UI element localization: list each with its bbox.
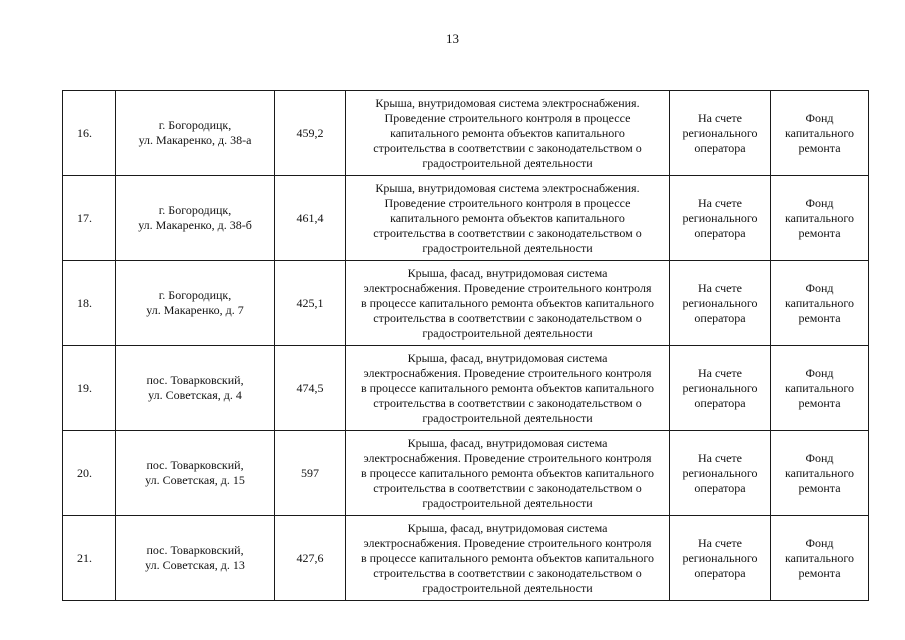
fund-cell bbox=[771, 91, 869, 176]
address-cell bbox=[116, 516, 275, 601]
account-cell bbox=[670, 431, 771, 516]
page-number: 13 bbox=[446, 31, 459, 46]
fund-line: капитального bbox=[785, 295, 854, 310]
fund-cell bbox=[771, 431, 869, 516]
fund-line: Фонд bbox=[805, 535, 834, 550]
fund-line: ремонта bbox=[798, 480, 841, 495]
works-line: Крыша, фасад, внутридомовая система bbox=[407, 520, 608, 535]
works-line: градостроительной деятельности bbox=[422, 410, 593, 425]
works-line: капитального ремонта объектов капитального bbox=[390, 210, 625, 225]
works-line: в процессе капитального ремонта объектов капитального bbox=[360, 380, 655, 395]
works-line: Крыша, фасад, внутридомовая система bbox=[407, 435, 608, 450]
fund-cell bbox=[771, 176, 869, 261]
account-line: регионального bbox=[682, 125, 758, 140]
address-line: пос. Товарковский, bbox=[146, 458, 244, 472]
fund-line: капитального bbox=[785, 550, 854, 565]
table-row bbox=[63, 261, 869, 346]
works-cell bbox=[346, 346, 670, 431]
account-line: регионального bbox=[682, 380, 758, 395]
area-cell: 459,2 bbox=[275, 91, 346, 176]
fund-line: Фонд bbox=[805, 195, 834, 210]
account-line: оператора bbox=[694, 395, 746, 410]
works-line: строительства в соответствии с законодательством о bbox=[373, 395, 642, 410]
fund-line: Фонд bbox=[805, 365, 834, 380]
address-cell bbox=[116, 261, 275, 346]
account-line: оператора bbox=[694, 480, 746, 495]
fund-cell bbox=[771, 516, 869, 601]
address-line: г. Богородицк, bbox=[158, 118, 232, 132]
area-cell: 474,5 bbox=[275, 346, 346, 431]
address-line: ул. Макаренко, д. 38-а bbox=[138, 133, 252, 147]
table-row bbox=[63, 346, 869, 431]
address-line: ул. Советская, д. 13 bbox=[145, 558, 245, 572]
account-line: На счете bbox=[697, 450, 742, 465]
account-line: регионального bbox=[682, 550, 758, 565]
account-cell bbox=[670, 346, 771, 431]
fund-line: Фонд bbox=[805, 450, 834, 465]
area-cell: 425,1 bbox=[275, 261, 346, 346]
row-number: 21. bbox=[63, 516, 116, 601]
works-line: градостроительной деятельности bbox=[422, 240, 593, 255]
account-line: регионального bbox=[682, 295, 758, 310]
address-cell bbox=[116, 91, 275, 176]
account-line: регионального bbox=[682, 210, 758, 225]
fund-line: капитального bbox=[785, 125, 854, 140]
address-cell bbox=[116, 431, 275, 516]
account-cell bbox=[670, 91, 771, 176]
works-line: градостроительной деятельности bbox=[422, 155, 593, 170]
works-line: Крыша, внутридомовая система электроснабжения. bbox=[375, 95, 640, 110]
fund-line: капитального bbox=[785, 380, 854, 395]
account-line: На счете bbox=[697, 280, 742, 295]
fund-line: Фонд bbox=[805, 280, 834, 295]
area-cell: 427,6 bbox=[275, 516, 346, 601]
account-line: оператора bbox=[694, 310, 746, 325]
table-row bbox=[63, 431, 869, 516]
account-line: оператора bbox=[694, 140, 746, 155]
works-cell bbox=[346, 91, 670, 176]
address-line: пос. Товарковский, bbox=[146, 543, 244, 557]
works-line: строительства в соответствии с законодательством о bbox=[373, 480, 642, 495]
works-line: Крыша, фасад, внутридомовая система bbox=[407, 350, 608, 365]
fund-cell bbox=[771, 261, 869, 346]
row-number: 16. bbox=[63, 91, 116, 176]
works-line: строительства в соответствии с законодательством о bbox=[373, 310, 642, 325]
account-line: регионального bbox=[682, 465, 758, 480]
area-cell: 461,4 bbox=[275, 176, 346, 261]
works-line: электроснабжения. Проведение строительного контроля bbox=[363, 280, 652, 295]
works-line: Проведение строительного контроля в процессе bbox=[384, 195, 631, 210]
works-line: в процессе капитального ремонта объектов капитального bbox=[360, 465, 655, 480]
fund-line: ремонта bbox=[798, 395, 841, 410]
fund-line: ремонта bbox=[798, 225, 841, 240]
address-line: г. Богородицк, bbox=[158, 288, 232, 302]
table-row bbox=[63, 516, 869, 601]
account-line: На счете bbox=[697, 365, 742, 380]
works-line: электроснабжения. Проведение строительного контроля bbox=[363, 535, 652, 550]
works-line: градостроительной деятельности bbox=[422, 325, 593, 340]
works-line: строительства в соответствии с законодательством о bbox=[373, 140, 642, 155]
works-line: электроснабжения. Проведение строительного контроля bbox=[363, 365, 652, 380]
address-line: ул. Советская, д. 15 bbox=[145, 473, 245, 487]
address-line: ул. Макаренко, д. 38-б bbox=[138, 218, 252, 232]
fund-line: ремонта bbox=[798, 310, 841, 325]
address-cell bbox=[116, 346, 275, 431]
fund-line: капитального bbox=[785, 210, 854, 225]
works-line: электроснабжения. Проведение строительного контроля bbox=[363, 450, 652, 465]
address-line: ул. Советская, д. 4 bbox=[148, 388, 242, 402]
fund-line: ремонта bbox=[798, 565, 841, 580]
account-cell bbox=[670, 176, 771, 261]
address-line: ул. Макаренко, д. 7 bbox=[146, 303, 244, 317]
account-line: оператора bbox=[694, 565, 746, 580]
works-line: Проведение строительного контроля в процессе bbox=[384, 110, 631, 125]
fund-line: ремонта bbox=[798, 140, 841, 155]
repair-schedule-table bbox=[62, 90, 869, 601]
account-line: На счете bbox=[697, 195, 742, 210]
works-line: капитального ремонта объектов капитального bbox=[390, 125, 625, 140]
address-line: г. Богородицк, bbox=[158, 203, 232, 217]
fund-cell bbox=[771, 346, 869, 431]
works-cell bbox=[346, 431, 670, 516]
address-cell bbox=[116, 176, 275, 261]
works-line: строительства в соответствии с законодательством о bbox=[373, 225, 642, 240]
address-line: пос. Товарковский, bbox=[146, 373, 244, 387]
row-number: 19. bbox=[63, 346, 116, 431]
works-cell bbox=[346, 261, 670, 346]
table-row bbox=[63, 176, 869, 261]
account-cell bbox=[670, 516, 771, 601]
fund-line: капитального bbox=[785, 465, 854, 480]
row-number: 17. bbox=[63, 176, 116, 261]
account-line: На счете bbox=[697, 110, 742, 125]
works-line: градостроительной деятельности bbox=[422, 580, 593, 595]
works-line: в процессе капитального ремонта объектов капитального bbox=[360, 295, 655, 310]
works-cell bbox=[346, 176, 670, 261]
works-cell bbox=[346, 516, 670, 601]
account-cell bbox=[670, 261, 771, 346]
account-line: оператора bbox=[694, 225, 746, 240]
works-line: строительства в соответствии с законодательством о bbox=[373, 565, 642, 580]
fund-line: Фонд bbox=[805, 110, 834, 125]
account-line: На счете bbox=[697, 535, 742, 550]
works-line: Крыша, внутридомовая система электроснабжения. bbox=[375, 180, 640, 195]
table-row bbox=[63, 91, 869, 176]
works-line: градостроительной деятельности bbox=[422, 495, 593, 510]
row-number: 20. bbox=[63, 431, 116, 516]
works-line: Крыша, фасад, внутридомовая система bbox=[407, 265, 608, 280]
area-cell: 597 bbox=[275, 431, 346, 516]
row-number: 18. bbox=[63, 261, 116, 346]
works-line: в процессе капитального ремонта объектов капитального bbox=[360, 550, 655, 565]
